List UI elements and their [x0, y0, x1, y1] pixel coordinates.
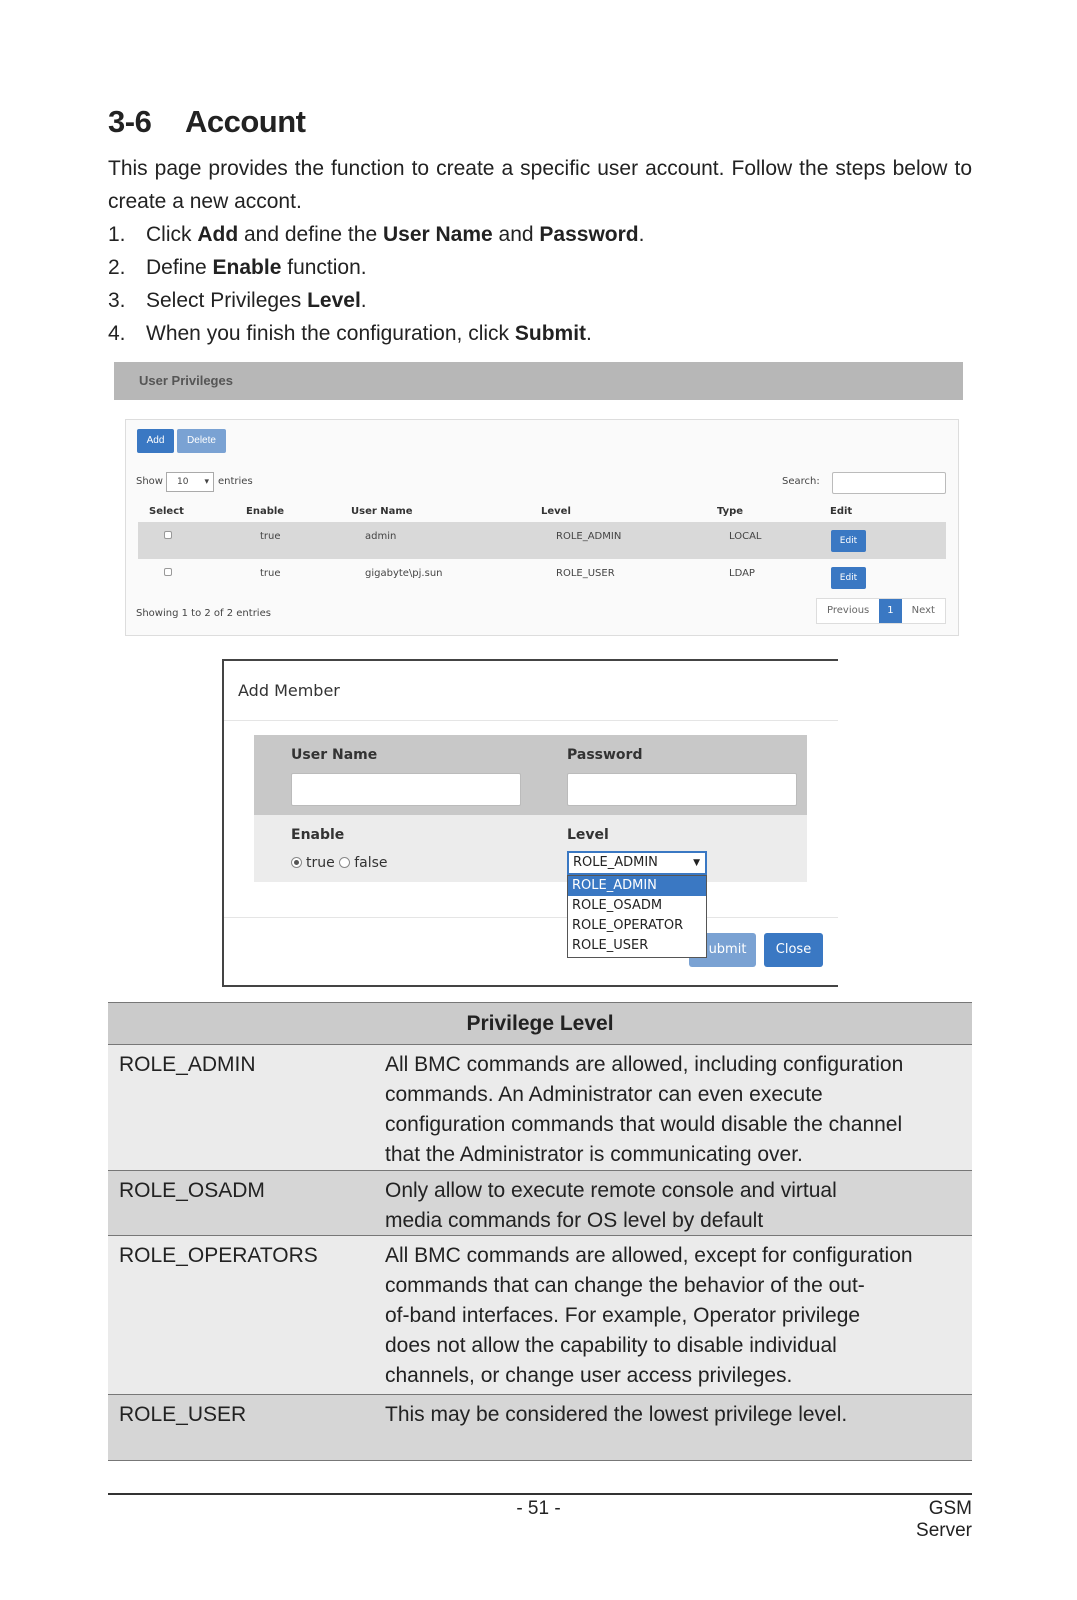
user-privileges-title: User Privileges: [139, 373, 233, 388]
step-item: 1. Click Add and define the User Name and Password.: [108, 223, 645, 246]
level-select[interactable]: ROLE_ADMIN ▼: [567, 851, 707, 875]
add-member-dialog: [222, 659, 838, 987]
level-label: Level: [567, 827, 609, 843]
divider: [224, 720, 838, 721]
row-type: LOCAL: [729, 531, 762, 542]
row-user-name: gigabyte\pj.sun: [365, 568, 443, 579]
user-name-label: User Name: [291, 747, 378, 763]
true-label: true: [306, 855, 335, 871]
step-item: 2. Define Enable function.: [108, 256, 367, 279]
page-1-button[interactable]: 1: [879, 599, 901, 623]
section-title: [108, 104, 306, 140]
privilege-role: ROLE_ADMIN: [119, 1053, 256, 1076]
options-section: [254, 815, 807, 882]
next-page-button[interactable]: Next: [902, 599, 945, 623]
row-checkbox[interactable]: [164, 531, 172, 539]
add-member-title: Add Member: [238, 681, 340, 700]
privilege-row: [108, 1171, 972, 1236]
entries-label: entries: [218, 476, 253, 487]
column-header-user-name[interactable]: User Name: [351, 506, 413, 517]
privilege-row: [108, 1236, 972, 1395]
privilege-role: ROLE_OPERATORS: [119, 1244, 318, 1267]
entries-select[interactable]: 10 ▾: [166, 472, 214, 492]
level-dropdown-list: [567, 875, 707, 958]
row-enable: true: [260, 568, 281, 579]
privilege-description: All BMC commands are allowed, except for configuration commands that can change the behavior of the out- of-band interfaces. For example, Operator privilege does not allow the capability to disable individual channels, or change user access privileges.: [385, 1244, 913, 1387]
search-input[interactable]: [832, 472, 946, 494]
showing-entries-text: Showing 1 to 2 of 2 entries: [136, 608, 271, 619]
password-label: Password: [567, 747, 643, 763]
row-checkbox[interactable]: [164, 568, 172, 576]
user-privileges-header: [114, 362, 963, 400]
level-option[interactable]: ROLE_OSADM: [572, 898, 663, 913]
row-user-name: admin: [365, 531, 397, 542]
column-header-edit[interactable]: Edit: [830, 506, 853, 517]
row-level: ROLE_ADMIN: [556, 531, 622, 542]
enable-label: Enable: [291, 827, 345, 843]
steps-list: [108, 218, 972, 350]
row-type: LDAP: [729, 568, 755, 579]
column-header-level[interactable]: Level: [541, 506, 571, 517]
level-option[interactable]: ROLE_OPERATOR: [572, 918, 684, 933]
enable-radio-group: [291, 855, 388, 871]
column-header-enable[interactable]: Enable: [246, 506, 285, 517]
intro-paragraph: This page provides the function to create a specific user account. Follow the steps below to create a new accont.: [108, 157, 972, 213]
privilege-description: All BMC commands are allowed, including configuration commands. An Administrator can even execute configuration commands that would disable the channel that the Administrator is communicating over.: [385, 1053, 904, 1166]
previous-page-button[interactable]: Previous: [817, 599, 879, 623]
privilege-description: Only allow to execute remote console and virtual media commands for OS level by default: [385, 1179, 837, 1232]
privilege-table-header: Privilege Level: [108, 1002, 972, 1045]
user-name-input[interactable]: [291, 773, 521, 806]
add-button[interactable]: Add: [137, 429, 174, 453]
footer-product-name: GSM Server: [916, 1498, 972, 1541]
column-header-type[interactable]: Type: [717, 506, 744, 517]
delete-button[interactable]: Delete: [177, 429, 226, 453]
table-row: [138, 522, 946, 559]
level-option[interactable]: ROLE_USER: [572, 938, 649, 953]
pagination: [816, 598, 946, 624]
search-label: Search:: [782, 476, 820, 487]
page-number: - 51 -: [516, 1498, 561, 1519]
credentials-section: [254, 735, 807, 815]
privilege-role: ROLE_OSADM: [119, 1179, 265, 1202]
step-item: 4. When you finish the configuration, click Submit.: [108, 322, 592, 345]
show-label: Show: [136, 476, 163, 487]
privilege-role: ROLE_USER: [119, 1403, 247, 1426]
privilege-row: [108, 1045, 972, 1171]
false-label: false: [354, 855, 388, 871]
enable-false-radio[interactable]: [339, 857, 350, 868]
edit-button[interactable]: Edit: [831, 530, 866, 552]
section-number: 3-6: [108, 104, 152, 139]
divider: [224, 917, 838, 918]
enable-true-radio[interactable]: [291, 857, 302, 868]
user-privileges-panel: [125, 419, 959, 636]
step-item: 3. Select Privileges Level.: [108, 289, 367, 312]
column-header-select[interactable]: Select: [149, 506, 184, 517]
footer-rule: [108, 1493, 972, 1495]
privilege-description: This may be considered the lowest privilege level.: [385, 1403, 848, 1426]
submit-label: ubmit: [708, 942, 747, 957]
close-button[interactable]: Close: [764, 933, 823, 967]
row-enable: true: [260, 531, 281, 542]
table-row: [138, 559, 946, 596]
row-level: ROLE_USER: [556, 568, 615, 579]
level-option[interactable]: ROLE_ADMIN: [568, 876, 706, 896]
section-heading: Account: [185, 104, 306, 139]
edit-button[interactable]: Edit: [831, 567, 866, 589]
privilege-row: [108, 1395, 972, 1461]
password-input[interactable]: [567, 773, 797, 806]
